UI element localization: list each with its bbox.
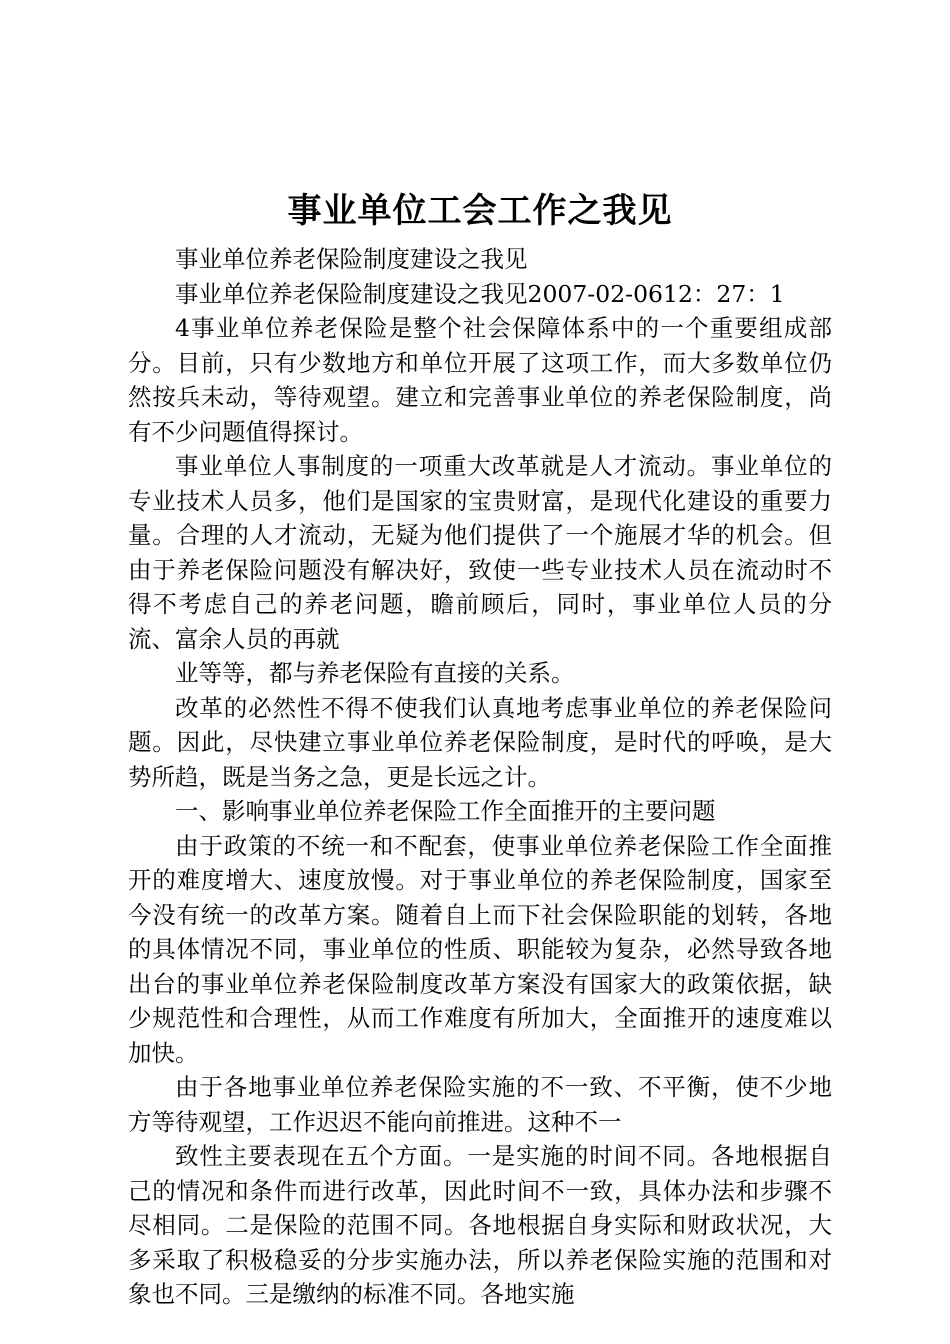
paragraph: 事业单位人事制度的一项重大改革就是人才流动。事业单位的专业技术人员多，他们是国家的宝贵财富，是现代化建设的重要力量。合理的人才流动，无疑为他们提供了一个施展才华的机会。但由于养老保险问题没有解决好，致使一些专业技术人员在流动时不得不考虑自己的养老问题，瞻前顾后，同时，事业单位人员的分流、富余人员的再就 bbox=[128, 452, 832, 653]
paragraph: 改革的必然性不得不使我们认真地考虑事业单位的养老保险问题。因此，尽快建立事业单位养老保险制度，是时代的呼唤，是大势所趋，既是当务之急，更是长远之计。 bbox=[128, 693, 832, 791]
paragraph: 业等等，都与养老保险有直接的关系。 bbox=[175, 659, 575, 687]
paragraph: 事业单位养老保险制度建设之我见 bbox=[175, 245, 528, 273]
paragraph: 由于政策的不统一和不配套，使事业单位养老保险工作全面推开的难度增大、速度放慢。对于事业单位的养老保险制度，国家至今没有统一的改革方案。随着自上而下社会保险职能的划转，各地的具体情况不同，事业单位的性质、职能较为复杂，必然导致各地出台的事业单位养老保险制度改革方案没有国家大的政策依据，缺少规范性和合理性，从而工作难度有所加大，全面推开的速度难以加快。 bbox=[128, 831, 832, 1067]
section-heading: 一、影响事业单位养老保险工作全面推开的主要问题 bbox=[175, 797, 716, 825]
document-title: 事业单位工会工作之我见 bbox=[287, 191, 673, 231]
paragraph: 由于各地事业单位养老保险实施的不一致、不平衡，使不少地方等待观望，工作迟迟不能向前推进。这种不一 bbox=[128, 1073, 832, 1136]
paragraph: 4事业单位养老保险是整个社会保障体系中的一个重要组成部分。目前，只有少数地方和单位开展了这项工作，而大多数单位仍然按兵未动，等待观望。建立和完善事业单位的养老保险制度，尚有不少问题值得探讨。 bbox=[128, 314, 832, 446]
paragraph: 致性主要表现在五个方面。一是实施的时间不同。各地根据自己的情况和条件而进行改革，因此时间不一致，具体办法和步骤不尽相同。二是保险的范围不同。各地根据自身实际和财政状况，大多采取了积极稳妥的分步实施办法，所以养老保险实施的范围和对象也不同。三是缴纳的标准不同。各地实施 bbox=[128, 1142, 832, 1308]
paragraph: 事业单位养老保险制度建设之我见2007-02-0612：27：1 bbox=[175, 279, 785, 308]
document-body bbox=[128, 242, 832, 1312]
